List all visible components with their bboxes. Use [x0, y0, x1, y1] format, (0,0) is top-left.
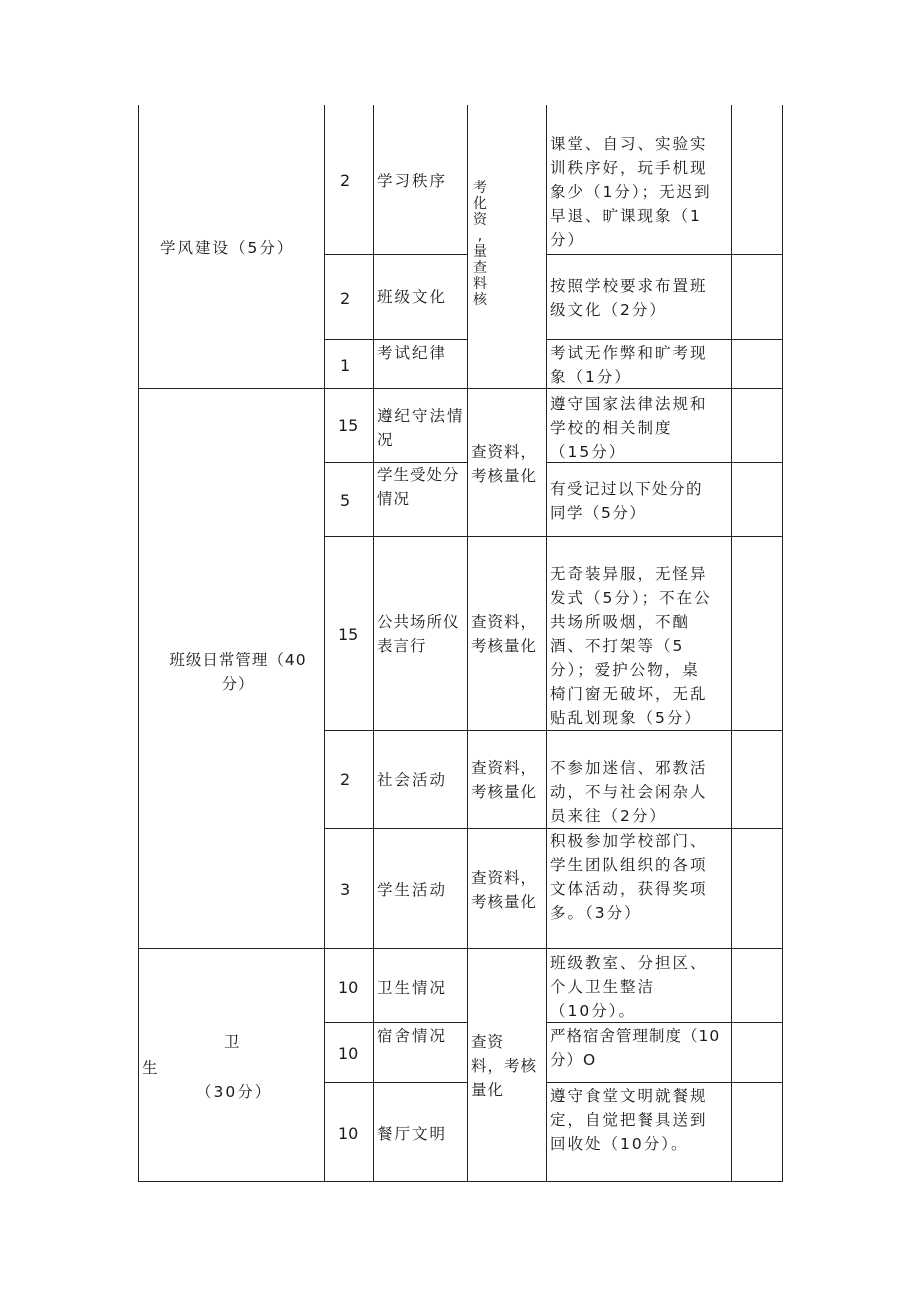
grid-line: [324, 254, 467, 255]
method-cell: 查资料， 考核量化: [471, 759, 538, 801]
score-cell: 2: [340, 289, 351, 308]
criteria-cell: 课堂、自习、实验实 训秩序好，玩手机现 象少（1分）；无迟到 早退、旷课现象（1 分）: [550, 135, 712, 249]
score-cell: 10: [338, 978, 359, 997]
criteria-cell: 班级教室、分担区、 个人卫生整洁 （10分）。: [550, 954, 708, 1020]
item-cell: 公共场所仪 表言行: [377, 613, 460, 655]
grid-line: [138, 948, 782, 949]
grid-line: [138, 1181, 782, 1182]
criteria-cell: 遵守食堂文明就餐规 定，自觉把餐具送到 回收处（10分）。: [550, 1087, 708, 1153]
category-label-part: 卫: [224, 1033, 242, 1051]
score-cell: 2: [340, 171, 351, 190]
item-cell: 学习秩序: [377, 172, 448, 190]
category-label-part: （30分）: [196, 1083, 273, 1101]
item-cell: 学生受处分 情况: [377, 466, 460, 508]
grid-line: [324, 1022, 467, 1023]
item-cell: 学生活动: [377, 881, 448, 899]
grid-line: [546, 1082, 782, 1083]
grid-line: [324, 339, 467, 340]
score-cell: 5: [340, 491, 351, 510]
category-label: 学风建设（5分）: [160, 239, 295, 257]
grid-line: [324, 1082, 467, 1083]
score-cell: 15: [338, 625, 359, 644]
category-label: 班级日常管理（40 分）: [169, 651, 307, 693]
score-cell: 2: [340, 770, 351, 789]
score-cell: 3: [340, 880, 351, 899]
criteria-cell: 无奇装异服，无怪异 发式（5分）；不在公 共场所吸烟，不酗 酒、不打架等（5 分）；爱护公物，桌 椅门窗无破坏，无乱 贴乱划现象（5分）: [550, 565, 712, 727]
grid-line: [324, 536, 782, 537]
criteria-cell: 积极参加学校部门、 学生团队组织的各项 文体活动，获得奖项 多。（3分）: [550, 832, 708, 922]
method-cell: 查资 料，考核 量化: [471, 1033, 538, 1099]
item-cell: 班级文化: [377, 288, 448, 306]
grid-line: [546, 254, 782, 255]
item-cell: 卫生情况: [377, 979, 448, 997]
criteria-cell: 遵守国家法律法规和 学校的相关制度 （15分）: [550, 395, 708, 461]
item-cell: 遵纪守法情 况: [377, 407, 465, 449]
item-cell: 餐厅文明: [377, 1125, 448, 1143]
criteria-cell: 有受记过以下处分的 同学（5分）: [550, 480, 704, 522]
method-cell: 查资料， 考核量化: [471, 869, 538, 911]
grid-line: [546, 339, 782, 340]
score-cell: 10: [338, 1124, 359, 1143]
criteria-cell: 不参加迷信、邪教活 动，不与社会闲杂人 员来往（2分）: [550, 759, 708, 825]
criteria-cell: 按照学校要求布置班 级文化（2分）: [550, 277, 708, 319]
score-cell: 15: [338, 416, 359, 435]
method-cell: 查资料， 考核量化: [471, 613, 538, 655]
category-label-part: 生: [142, 1059, 160, 1077]
criteria-cell: 考试无作弊和旷考现 象（1分）: [550, 344, 708, 386]
item-cell: 考试纪律: [377, 344, 448, 362]
item-cell: 宿舍情况: [377, 1027, 448, 1045]
grid-line: [138, 105, 139, 1182]
criteria-cell: 严格宿舍管理制度（10 分）O: [550, 1027, 721, 1069]
grid-line: [324, 105, 325, 1182]
item-cell: 社会活动: [377, 771, 448, 789]
score-cell: 10: [338, 1044, 359, 1063]
method-cell: 考 化 资 , 量 查 料 核: [473, 180, 487, 308]
grid-line: [324, 730, 782, 731]
method-cell: 查资料， 考核量化: [471, 443, 538, 485]
grid-line: [373, 105, 374, 1182]
score-cell: 1: [340, 356, 351, 375]
grid-line: [782, 105, 783, 1182]
